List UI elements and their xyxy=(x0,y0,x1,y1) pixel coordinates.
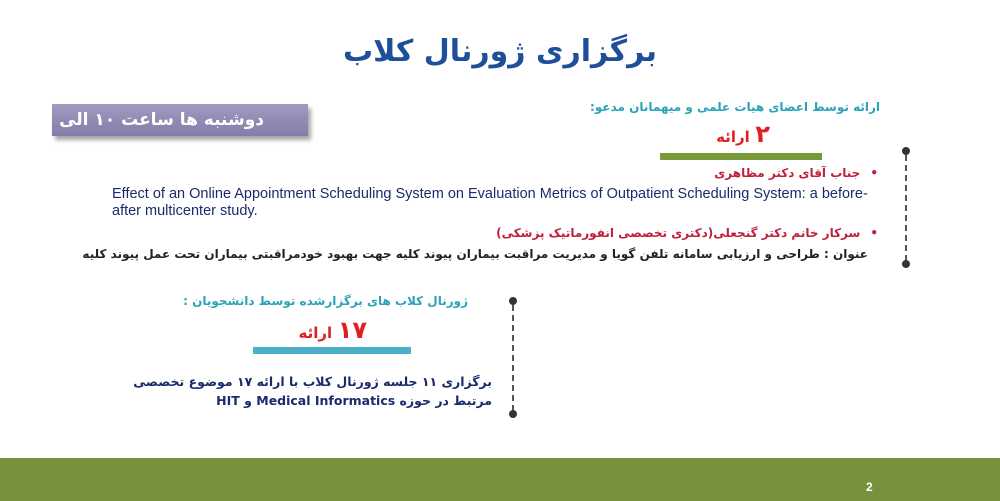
paper-2-title: عنوان : طراحی و ارزیابی سامانه تلفن گویا و مدیریت مراقبت بیماران پیوند کلیه جهت بهبود خودمراقبتی بیماران تحت عمل پیوند کلیه xyxy=(82,247,868,261)
faculty-count-number: ۲ xyxy=(755,120,770,148)
summary-line-1: برگزاری ۱۱ جلسه ژورنال کلاب با ارائه ۱۷ موضوع تخصصی xyxy=(133,374,492,389)
timeline-top-dot xyxy=(902,147,910,155)
faculty-underline-bar xyxy=(660,153,822,160)
students-count-number: ۱۷ xyxy=(337,316,367,344)
schedule-tag: دوشنبه ها ساعت ۱۰ الی ۱۲ xyxy=(52,104,308,136)
presenter-1-label: جناب آقای دکتر مظاهری xyxy=(714,166,861,180)
presenter-1 xyxy=(714,166,878,180)
bullet-icon: • xyxy=(870,226,878,240)
faculty-count xyxy=(716,120,770,148)
bullet-icon: • xyxy=(870,166,878,180)
timeline-middle xyxy=(512,305,514,411)
students-summary xyxy=(133,372,492,410)
summary-line-2: مرتبط در حوزه Medical Informatics و HIT xyxy=(216,393,492,408)
timeline-bottom-dot xyxy=(509,410,517,418)
students-count-label: ارائه xyxy=(298,324,333,342)
timeline-bottom-dot xyxy=(902,260,910,268)
slide-title: برگزاری ژورنال کلاب xyxy=(342,34,658,69)
students-underline-bar xyxy=(253,347,411,354)
students-count xyxy=(298,316,367,344)
paper-1-title: Effect of an Online Appointment Scheduling System on Evaluation Metrics of Outpatient Scheduling System: a before-after multicenter study. xyxy=(112,186,868,219)
students-heading: ژورنال کلاب های برگزارشده توسط دانشجویان : xyxy=(183,294,468,308)
presenter-2-label: سرکار خانم دکتر گنجعلی(دکتری تخصصی انفورماتیک پزشکی) xyxy=(496,226,861,240)
presenter-2 xyxy=(496,226,878,240)
timeline-top-dot xyxy=(509,297,517,305)
footer-bar xyxy=(0,458,1000,501)
timeline-right xyxy=(905,155,907,261)
faculty-count-label: ارائه xyxy=(716,128,750,146)
page-number: 2 xyxy=(866,480,873,494)
faculty-heading: ارائه توسط اعضای هیات علمی و میهمانان مدعو: xyxy=(590,100,880,114)
